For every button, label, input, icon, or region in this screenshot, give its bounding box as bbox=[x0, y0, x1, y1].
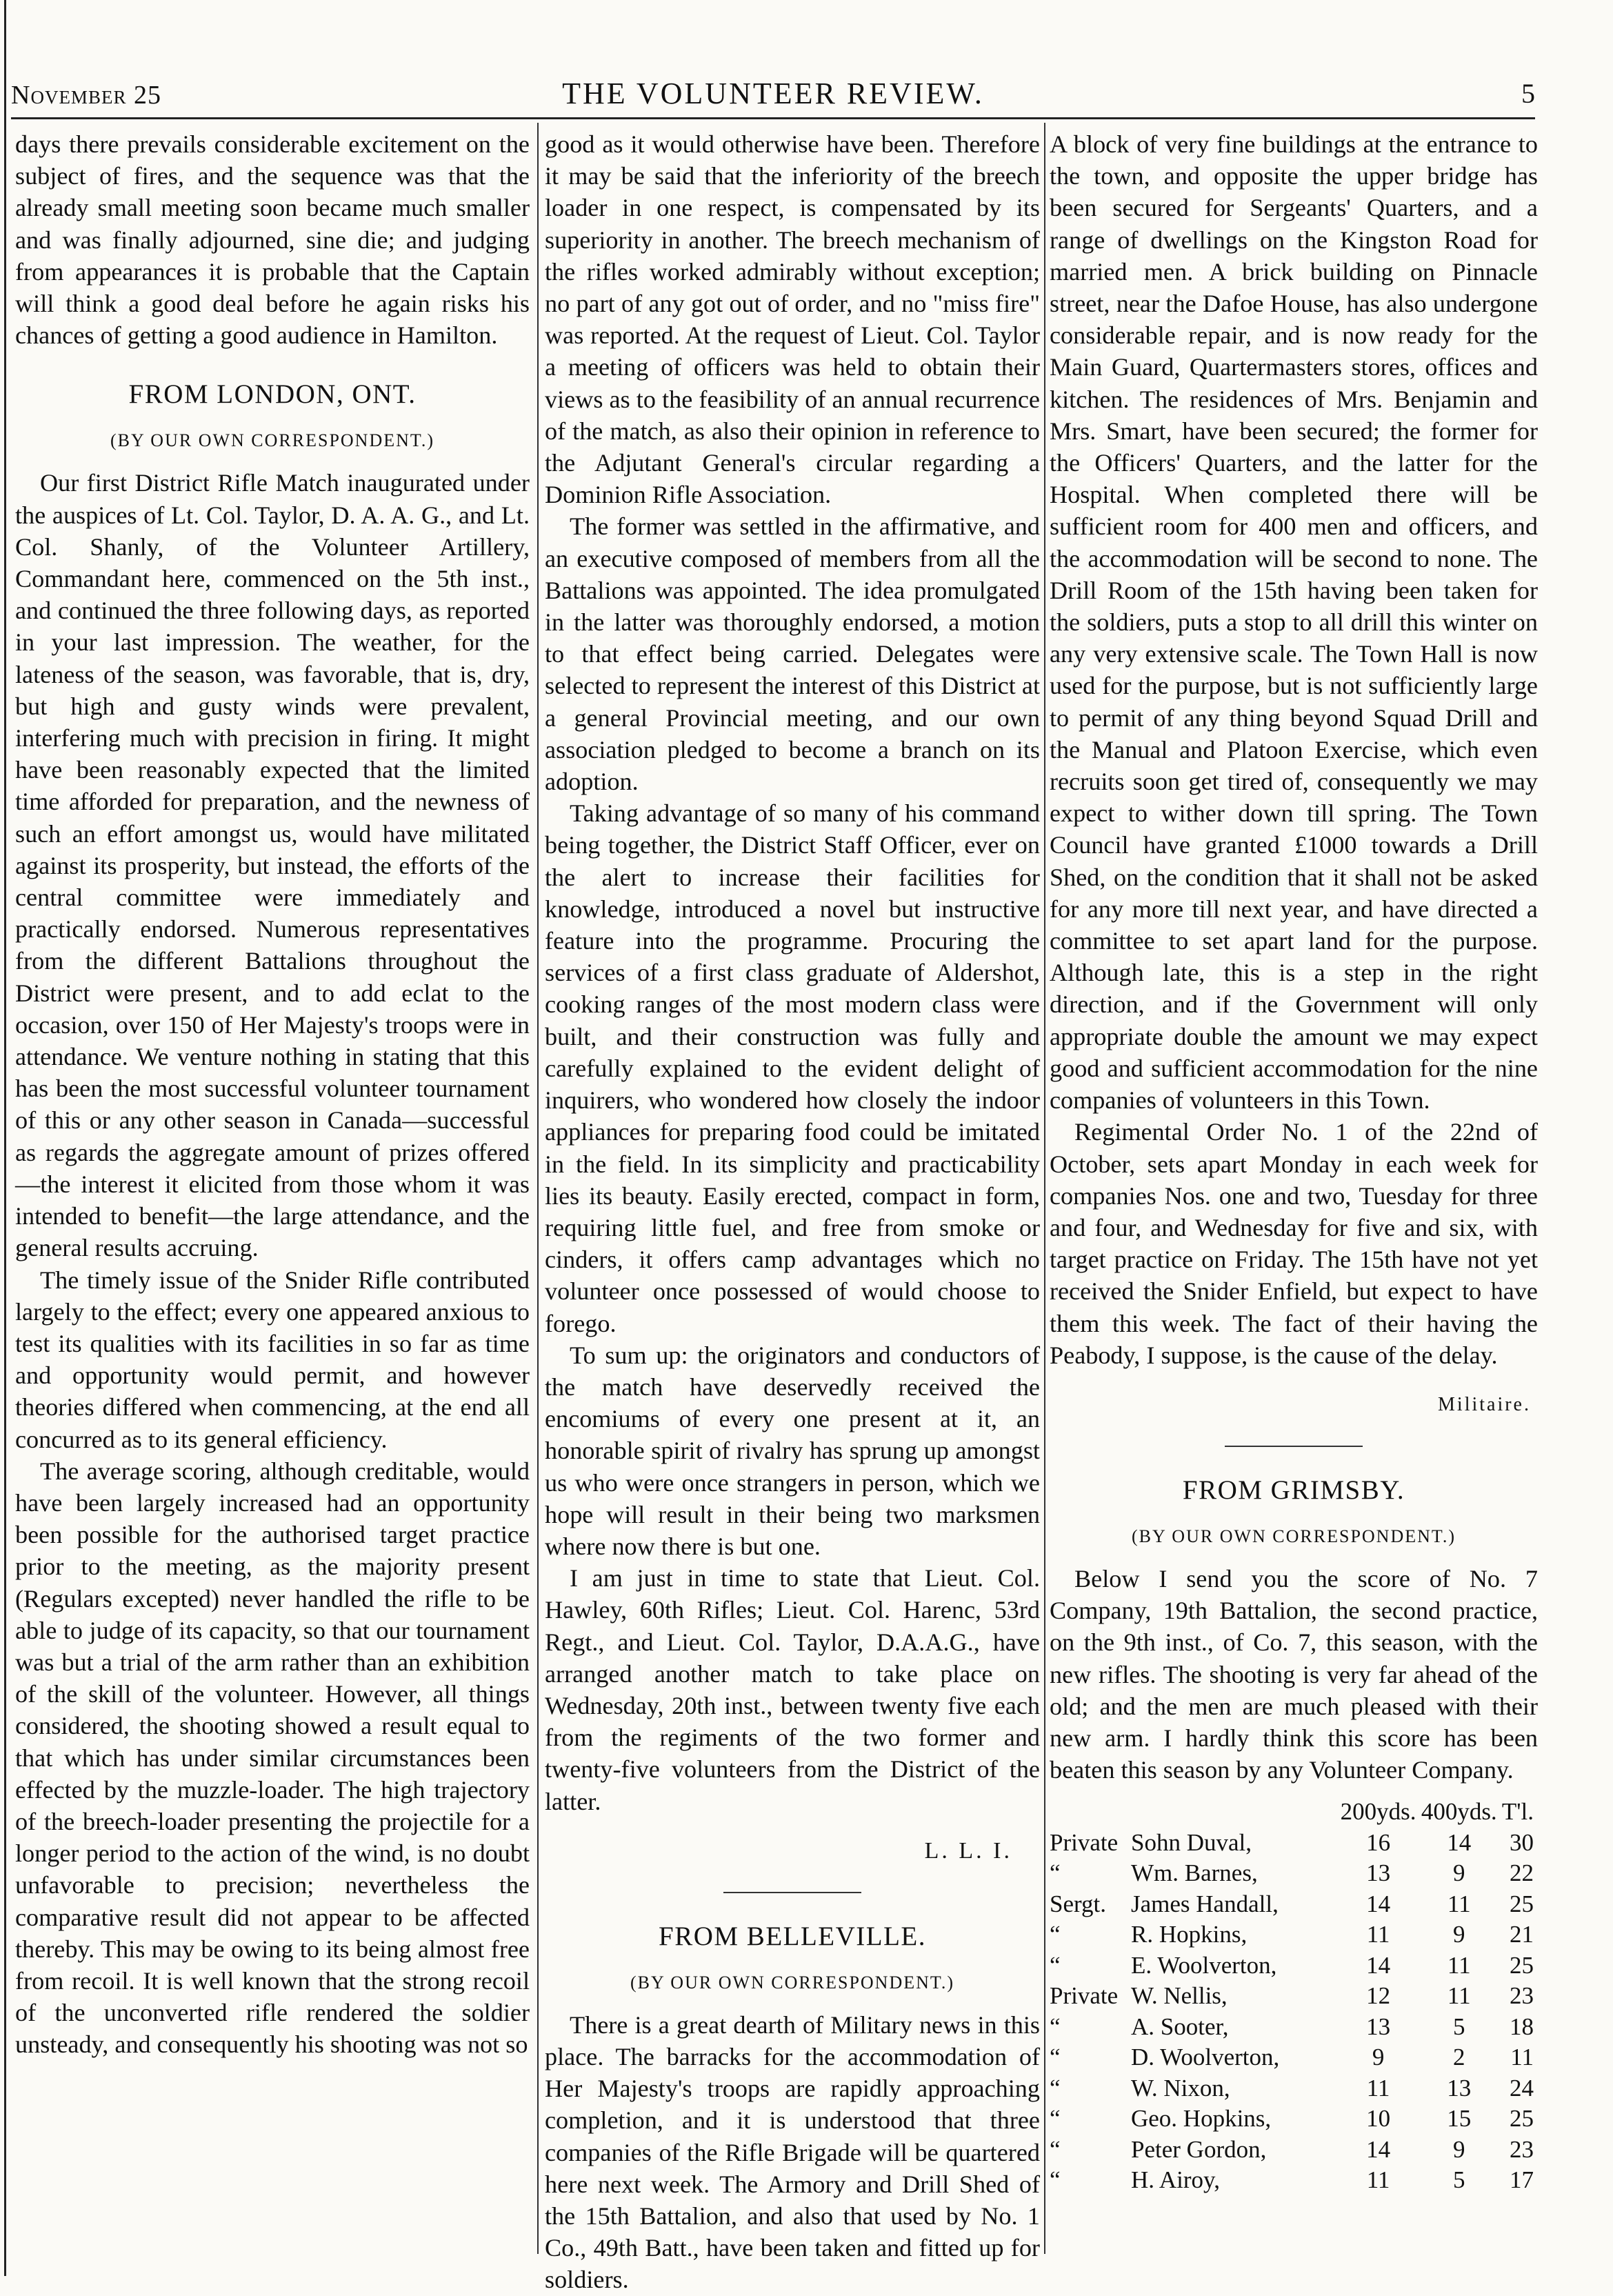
score-row bbox=[1050, 2073, 1538, 2104]
rank-cell: “ bbox=[1050, 2013, 1061, 2040]
rank-cell: “ bbox=[1050, 1951, 1061, 1979]
page-header bbox=[11, 68, 1535, 113]
rank-cell: “ bbox=[1050, 1859, 1061, 1887]
belleville-paragraph: A block of very fine buildings at the entrance to the town, and opposite the upper bridge has been secured for Sergeants' Quarters, and a range of dwellings on the Kingston Road for married men. A brick building on Pinnacle street, near the Dafoe House, has also undergone considerable repair, and is now ready for the Main Guard, Quartermasters stores, offices and kitchen. The residences of Mrs. Benjamin and Mrs. Smart, have been secured; the former for the Officers' Quarters, and the latter for the Hospital. When completed there will be sufficient room for 400 men and officers, and the accommodation will be second to none. The Drill Room of the 15th having been taken for the soldiers, puts a stop to all drill this winter on any very extensive scale. The Town Hall is now used for the purpose, but is not sufficiently large to permit of any thing beyond Squad Drill and the Manual and Platoon Exercise, which even recruits soon get tired of, consequently we may expect to wither down till spring. The Town Council have granted £1000 towards a Drill Shed, on the condition that it shall not be asked for any more till next year, and have directed a committee to set apart land for the purpose. Although late, this is a step in the right direction, and if the Government will only appropriate double the amount we may expect good and sufficient accommodation for the nine companies of volunteers in this Town. bbox=[1050, 130, 1538, 1115]
newspaper-title: THE VOLUNTEER REVIEW. bbox=[562, 77, 984, 110]
score-400: 9 bbox=[1453, 1921, 1465, 1948]
col-200yds: 200yds. bbox=[1340, 1798, 1416, 1826]
score-400: 2 bbox=[1453, 2044, 1465, 2071]
rank-cell: “ bbox=[1050, 1921, 1061, 1948]
score-row bbox=[1050, 2104, 1538, 2135]
belleville-byline: (BY OUR OWN CORRESPONDENT.) bbox=[630, 1972, 954, 1993]
column-2 bbox=[545, 128, 1040, 2294]
name-cell: Sohn Duval, bbox=[1131, 1828, 1252, 1856]
rank-cell: “ bbox=[1050, 2135, 1061, 2163]
page-left-edge-rule bbox=[4, 0, 6, 2276]
london-paragraph: To sum up: the originators and conductors of the match have deservedly received the encomiums of every one present at it, an honorable spirit of rivalry has sprung up amongst us who were once strangers in person, which we hope will result in their being two marksmen where now there is but one. bbox=[545, 1341, 1040, 1560]
score-row bbox=[1050, 1828, 1538, 1859]
score-400: 11 bbox=[1447, 1951, 1471, 1979]
score-total: 18 bbox=[1510, 2013, 1534, 2040]
score-200: 14 bbox=[1366, 1890, 1391, 1917]
london-paragraph: The former was settled in the affirmative, and an executive composed of members from all the Battalions was appointed. The idea promulgated in the latter was thoroughly endorsed, a motion to that effect being carried. Delegates were selected to represent the interest of this District at a general Provincial meeting, and our own association pledged to become a branch on its adoption. bbox=[545, 512, 1040, 796]
score-400: 13 bbox=[1447, 2074, 1472, 2102]
name-cell: W. Nixon, bbox=[1131, 2074, 1230, 2102]
score-row bbox=[1050, 1950, 1538, 1981]
score-200: 14 bbox=[1366, 1951, 1391, 1979]
score-row bbox=[1050, 1889, 1538, 1920]
name-cell: Peter Gordon, bbox=[1131, 2135, 1267, 2163]
score-total: 25 bbox=[1510, 1951, 1534, 1979]
score-200: 9 bbox=[1372, 2044, 1385, 2071]
score-total: 24 bbox=[1510, 2074, 1534, 2102]
name-cell: Geo. Hopkins, bbox=[1131, 2105, 1272, 2133]
score-200: 14 bbox=[1366, 2135, 1391, 2163]
london-paragraph: Our first District Rifle Match inaugurated under the auspices of Lt. Col. Taylor, D. A. A. G., and Lt. Col. Shanly, of the Volunteer Artillery, Commandant here, commenced on the 5th inst., and continued the three following days, as reported in your last impression. The weather, for the lateness of the season, was favorable, that is, dry, but high and gusty winds were prevalent, interfering much with precision in firing. It might have been reasonably expected that the limited time afforded for preparation, and the newness of such an effort amongst us, would have militated against its prosperity, but instead, the efforts of the central committee were immediately and practically endorsed. Numerous representatives from the different Battalions throughout the District were present, and to add eclat to the occasion, over 150 of Her Majesty's troops were in attendance. We venture nothing in stating that this has been the most successful volunteer tournament of this or any other season in Canada—successful as regards the aggregate amount of prizes offered—the interest it elicited from those whom it was intended to benefit—the large attendance, and the general results accruing. bbox=[15, 469, 530, 1262]
score-200: 13 bbox=[1366, 2013, 1391, 2040]
column-rule-1 bbox=[537, 123, 539, 2254]
score-200: 16 bbox=[1366, 1828, 1391, 1856]
score-row bbox=[1050, 1919, 1538, 1950]
name-cell: Wm. Barnes, bbox=[1131, 1859, 1258, 1887]
london-paragraph: I am just in time to state that Lieut. Col. Hawley, 60th Rifles; Lieut. Col. Harenc, 53rd Regt., and Lieut. Col. Taylor, D.A.A.G., have arranged another match to take place on Wednesday, 20th inst., between twenty five each from the regiments of the two former and twenty-five volunteers from the District of the latter. bbox=[545, 1564, 1040, 1815]
page-number: 5 bbox=[1521, 78, 1535, 109]
col-total: T'l. bbox=[1501, 1798, 1534, 1826]
score-400: 11 bbox=[1447, 1982, 1471, 2010]
score-200: 12 bbox=[1366, 1982, 1391, 2010]
header-rule bbox=[11, 117, 1535, 119]
belleville-paragraph: Regimental Order No. 1 of the 22nd of October, sets apart Monday in each week for companies Nos. one and two, Tuesday for three and four, and Wednesday for five and six, with target practice on Friday. The 15th have not yet received the Snider Enfield, but expect to have them this week. The fact of their having the Peabody, I suppose, is the cause of the delay. bbox=[1050, 1118, 1538, 1369]
score-400: 15 bbox=[1447, 2105, 1472, 2133]
name-cell: D. Woolverton, bbox=[1131, 2044, 1280, 2071]
score-400: 5 bbox=[1453, 2013, 1465, 2040]
london-signature: L. L. I. bbox=[924, 1837, 1012, 1864]
score-400: 9 bbox=[1453, 1859, 1465, 1887]
rank-cell: “ bbox=[1050, 2105, 1061, 2133]
score-row bbox=[1050, 2165, 1538, 2196]
score-total: 25 bbox=[1510, 2105, 1534, 2133]
issue-date: November 25 bbox=[11, 81, 161, 110]
score-200: 11 bbox=[1366, 2166, 1390, 2194]
score-400: 14 bbox=[1447, 1828, 1472, 1856]
score-row bbox=[1050, 2135, 1538, 2166]
rank-cell: Private bbox=[1050, 1982, 1119, 2010]
score-row bbox=[1050, 2042, 1538, 2073]
score-400: 9 bbox=[1453, 2135, 1465, 2163]
score-200: 11 bbox=[1366, 1921, 1390, 1948]
score-table bbox=[1050, 1797, 1538, 2196]
belleville-paragraph: There is a great dearth of Military news in this place. The barracks for the accommodation of Her Majesty's troops are rapidly approaching completion, and it is understood that three companies of the Rifle Brigade will be quartered here next week. The Armory and Drill Shed of the 15th Battalion, and also that used by No. 1 Co., 49th Batt., have been taken and fitted up for soldiers. bbox=[545, 2010, 1040, 2294]
section-divider bbox=[1225, 1446, 1363, 1447]
name-cell: A. Sooter, bbox=[1131, 2013, 1229, 2040]
london-paragraph: The timely issue of the Snider Rifle contributed largely to the effect; every one appeared anxious to test its qualities with its facilities in so far as time and opportunity would permit, and however theories differed when commencing, at the end all concurred as to its general efficiency. bbox=[15, 1266, 530, 1453]
score-row bbox=[1050, 2012, 1538, 2043]
london-paragraph: The average scoring, although creditable, would have been largely increased had an opportunity been possible for the authorised target practice prior to the meeting, as the majority present (Regulars excepted) never handled the rifle to be able to judge of its capacity, so that our tournament was but a trial of the arm rather than an exhibition of the skill of the volunteer. However, all things considered, the shooting showed a result equal to that which has under similar circumstances been effected by the muzzle-loader. The high trajectory of the breech-loader presenting the projectile for a longer period to the action of the wind, is no doubt unfavorable to precision; nevertheless the comparative result did not appear to be affected thereby. This may be owing to its being almost free from recoil. It is well known that the strong recoil of the unconverted rifle rendered the soldier unsteady, and consequently his shooting was not so bbox=[15, 1457, 530, 2059]
grimsby-heading: FROM GRIMSBY. bbox=[1182, 1475, 1405, 1505]
rank-cell: “ bbox=[1050, 2044, 1061, 2071]
score-total: 11 bbox=[1510, 2044, 1534, 2071]
column-rule-2 bbox=[1044, 123, 1045, 2254]
london-byline: (BY OUR OWN CORRESPONDENT.) bbox=[110, 430, 434, 451]
name-cell: H. Airoy, bbox=[1131, 2166, 1220, 2194]
col-400yds: 400yds. bbox=[1421, 1798, 1497, 1826]
score-total: 22 bbox=[1510, 1859, 1534, 1887]
article-continuation: days there prevails considerable excitement on the subject of fires, and the sequence was that the already small meeting soon became much smaller and was finally adjourned, sine die; and judging from appearances it is probable that the Captain will think a good deal before he again risks his chances of getting a good audience in Hamilton. bbox=[15, 130, 530, 350]
score-200: 11 bbox=[1366, 2074, 1390, 2102]
london-heading: FROM LONDON, ONT. bbox=[128, 379, 417, 410]
score-total: 17 bbox=[1510, 2166, 1534, 2194]
score-total: 25 bbox=[1510, 1890, 1534, 1917]
name-cell: W. Nellis, bbox=[1131, 1982, 1228, 2010]
score-400: 5 bbox=[1453, 2166, 1465, 2194]
rank-cell: Sergt. bbox=[1050, 1890, 1106, 1917]
score-total: 23 bbox=[1510, 2135, 1534, 2163]
rank-cell: “ bbox=[1050, 2074, 1061, 2102]
column-3 bbox=[1050, 128, 1538, 2248]
score-400: 11 bbox=[1447, 1890, 1471, 1917]
grimsby-byline: (BY OUR OWN CORRESPONDENT.) bbox=[1132, 1526, 1456, 1546]
score-200: 13 bbox=[1366, 1859, 1391, 1887]
score-total: 30 bbox=[1510, 1828, 1534, 1856]
london-paragraph: good as it would otherwise have been. Therefore it may be said that the inferiority of the breech loader in one respect, is compensated by its superiority in another. The breech mechanism of the rifles worked admirably without exception; no part of any got out of order, and no "miss fire" was reported. At the request of Lieut. Col. Taylor a meeting of officers was held to obtain their views as to the feasibility of an annual recurrence of the match, as also their opinion in reference to the Adjutant General's circular regarding a Dominion Rifle Association. bbox=[545, 130, 1040, 509]
rank-cell: Private bbox=[1050, 1828, 1119, 1856]
london-paragraph: Taking advantage of so many of his command being together, the District Staff Officer, ever on the alert to increase their facilities for knowledge, introduced a novel but instructive feature into the programme. Procuring the services of a first class graduate of Aldershot, cooking ranges of the most modern class were built, and their construction was fully and carefully explained to the evident delight of inquirers, who wondered how closely the indoor appliances for preparing food could be imitated in the field. In its simplicity and practicability lies its beauty. Easily erected, compact in form, requiring little fuel, and free from smoke or cinders, it offers camp advantages which no volunteer once possessed of would choose to forego. bbox=[545, 799, 1040, 1337]
score-row bbox=[1050, 1981, 1538, 2012]
belleville-signature: Militaire. bbox=[1438, 1393, 1531, 1415]
grimsby-paragraph: Below I send you the score of No. 7 Company, 19th Battalion, the second practice, on the 9th inst., of Co. 7, this season, with the new rifles. The shooting is very far ahead of the old; and the men are much pleased with their new arm. I hardly think this score has been beaten this season by any Volunteer Company. bbox=[1050, 1564, 1538, 1784]
name-cell: E. Woolverton, bbox=[1131, 1951, 1277, 1979]
section-divider bbox=[723, 1892, 861, 1893]
score-table-header bbox=[1050, 1797, 1538, 1828]
name-cell: R. Hopkins, bbox=[1131, 1921, 1248, 1948]
score-row bbox=[1050, 1858, 1538, 1889]
belleville-heading: FROM BELLEVILLE. bbox=[659, 1921, 926, 1951]
score-total: 23 bbox=[1510, 1982, 1534, 2010]
name-cell: James Handall, bbox=[1131, 1890, 1279, 1917]
score-total: 21 bbox=[1510, 1921, 1534, 1948]
column-1 bbox=[15, 128, 530, 2248]
rank-cell: “ bbox=[1050, 2166, 1061, 2194]
score-200: 10 bbox=[1366, 2105, 1391, 2133]
